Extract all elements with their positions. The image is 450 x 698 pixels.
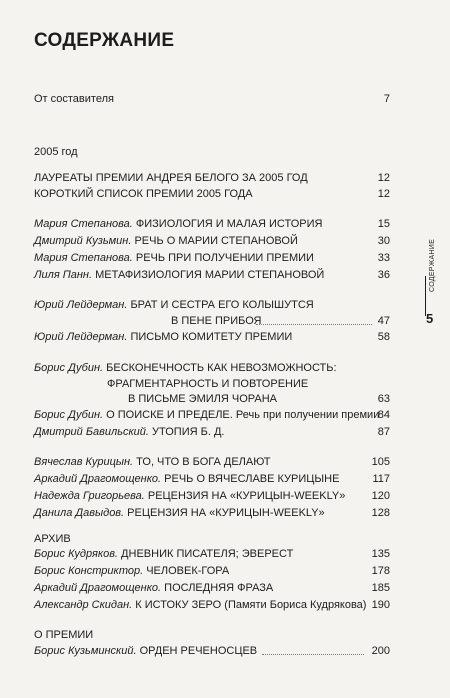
entry-author: Данила Давыдов. bbox=[34, 507, 125, 519]
page-folio: 5 bbox=[426, 311, 434, 326]
entry-author: Юрий Лейдерман. bbox=[34, 331, 128, 343]
entry-author: Надежда Григорьева. bbox=[34, 490, 145, 502]
page-number: 12 bbox=[377, 188, 390, 200]
page-number: 30 bbox=[377, 235, 390, 247]
page-number: 185 bbox=[371, 582, 390, 594]
entry-title: В ПИСЬМЕ ЭМИЛЯ ЧОРАНА bbox=[128, 393, 277, 405]
entry-title: О ПОИСКЕ И ПРЕДЕЛЕ. bbox=[103, 409, 233, 421]
entry-title: ФИЗИОЛОГИЯ И МАЛАЯ ИСТОРИЯ bbox=[132, 218, 323, 230]
page-number: 178 bbox=[371, 565, 390, 577]
page-number: 15 bbox=[377, 218, 390, 230]
entry-title: К ИСТОКУ ЗЕРО bbox=[132, 599, 222, 611]
entry-author: Борис Кудряков. bbox=[34, 548, 118, 560]
entry-author: Мария Степанова. bbox=[34, 252, 133, 264]
page-number: 12 bbox=[377, 172, 390, 184]
dot-leader bbox=[256, 324, 372, 325]
entry-title: УТОПИЯ Б. Д. bbox=[148, 426, 225, 438]
running-head-label: СОДЕРЖАНИЕ bbox=[429, 238, 436, 292]
entry-title: ЛАУРЕАТЫ ПРЕМИИ АНДРЕЯ БЕЛОГО ЗА 2005 ГОД bbox=[34, 172, 308, 184]
page-number: 200 bbox=[371, 645, 390, 657]
entry-title: ОРДЕН РЕЧЕНОСЦЕВ bbox=[136, 645, 258, 657]
entry-author: Борис Констриктор. bbox=[34, 565, 144, 577]
entry-author: Лиля Панн. bbox=[34, 269, 93, 281]
entry-title: В ПЕНЕ ПРИБОЯ bbox=[171, 315, 262, 327]
page-title: СОДЕРЖАНИЕ bbox=[34, 30, 175, 51]
section-heading-about: О ПРЕМИИ bbox=[34, 629, 94, 641]
entry-title: ПИСЬМО КОМИТЕТУ ПРЕМИИ bbox=[127, 331, 293, 343]
page-number: 120 bbox=[371, 490, 390, 502]
page-number: 135 bbox=[371, 548, 390, 560]
entry-author: Александр Скидан. bbox=[34, 599, 133, 611]
section-heading-2005: 2005 год bbox=[34, 146, 78, 158]
page-number: 87 bbox=[377, 426, 390, 438]
entry-title: МЕТАФИЗИОЛОГИЯ МАРИИ СТЕПАНОВОЙ bbox=[92, 269, 325, 281]
page-number: 63 bbox=[377, 393, 390, 405]
entry-author: Борис Кузьминский. bbox=[34, 645, 137, 657]
page-number: 105 bbox=[371, 456, 390, 468]
entry-author: Дмитрий Кузьмин. bbox=[34, 235, 132, 247]
page-number: 47 bbox=[377, 315, 390, 327]
entry-note: (Памяти Бориса Кудрякова) bbox=[221, 599, 367, 611]
section-heading-archive: АРХИВ bbox=[34, 533, 71, 545]
page-number: 190 bbox=[371, 599, 390, 611]
running-head-rule bbox=[425, 276, 426, 316]
entry-title: ФРАГМЕНТАРНОСТЬ И ПОВТОРЕНИЕ bbox=[107, 378, 309, 390]
entry-title: От составителя bbox=[34, 93, 114, 105]
entry-title: ПОСЛЕДНЯЯ ФРАЗА bbox=[161, 582, 274, 594]
page-number: 128 bbox=[371, 507, 390, 519]
entry-title: ДНЕВНИК ПИСАТЕЛЯ; ЭВЕРЕСТ bbox=[118, 548, 294, 560]
entry-author: Аркадий Драгомощенко. bbox=[34, 582, 162, 594]
page-number: 7 bbox=[383, 93, 390, 105]
page-number: 36 bbox=[377, 269, 390, 281]
entry-title: РЕЦЕНЗИЯ НА «КУРИЦЫН-WEEKLY» bbox=[144, 490, 346, 502]
page-number: 58 bbox=[377, 331, 390, 343]
entry-author: Мария Степанова. bbox=[34, 218, 133, 230]
entry-author: Юрий Лейдерман. bbox=[34, 299, 128, 311]
entry-title: РЕЦЕНЗИЯ НА «КУРИЦЫН-WEEKLY» bbox=[124, 507, 325, 519]
entry-title: РЕЧЬ О ВЯЧЕСЛАВЕ КУРИЦЫНЕ bbox=[161, 473, 340, 485]
entry-title: РЕЧЬ О МАРИИ СТЕПАНОВОЙ bbox=[131, 235, 298, 247]
entry-title: БРАТ И СЕСТРА ЕГО КОЛЫШУТСЯ bbox=[127, 299, 314, 311]
entry-title: ЧЕЛОВЕК-ГОРА bbox=[143, 565, 230, 577]
entry-title: РЕЧЬ ПРИ ПОЛУЧЕНИИ ПРЕМИИ bbox=[132, 252, 314, 264]
entry-title: БЕСКОНЕЧНОСТЬ КАК НЕВОЗМОЖНОСТЬ: bbox=[103, 362, 337, 374]
entry-title: КОРОТКИЙ СПИСОК ПРЕМИИ 2005 ГОДА bbox=[34, 188, 253, 200]
dot-leader bbox=[262, 654, 364, 655]
entry-title: ТО, ЧТО В БОГА ДЕЛАЮТ bbox=[133, 456, 271, 468]
entry-author: Вячеслав Курицын. bbox=[34, 456, 134, 468]
entry-note: Речь при получении премии bbox=[232, 409, 380, 421]
entry-author: Борис Дубин. bbox=[34, 362, 104, 374]
page-number: 117 bbox=[372, 473, 390, 485]
entry-author: Аркадий Драгомощенко. bbox=[34, 473, 162, 485]
page-number: 33 bbox=[377, 252, 390, 264]
page-number: 84 bbox=[377, 409, 390, 421]
entry-author: Дмитрий Бавильский. bbox=[34, 426, 149, 438]
entry-author: Борис Дубин. bbox=[34, 409, 104, 421]
